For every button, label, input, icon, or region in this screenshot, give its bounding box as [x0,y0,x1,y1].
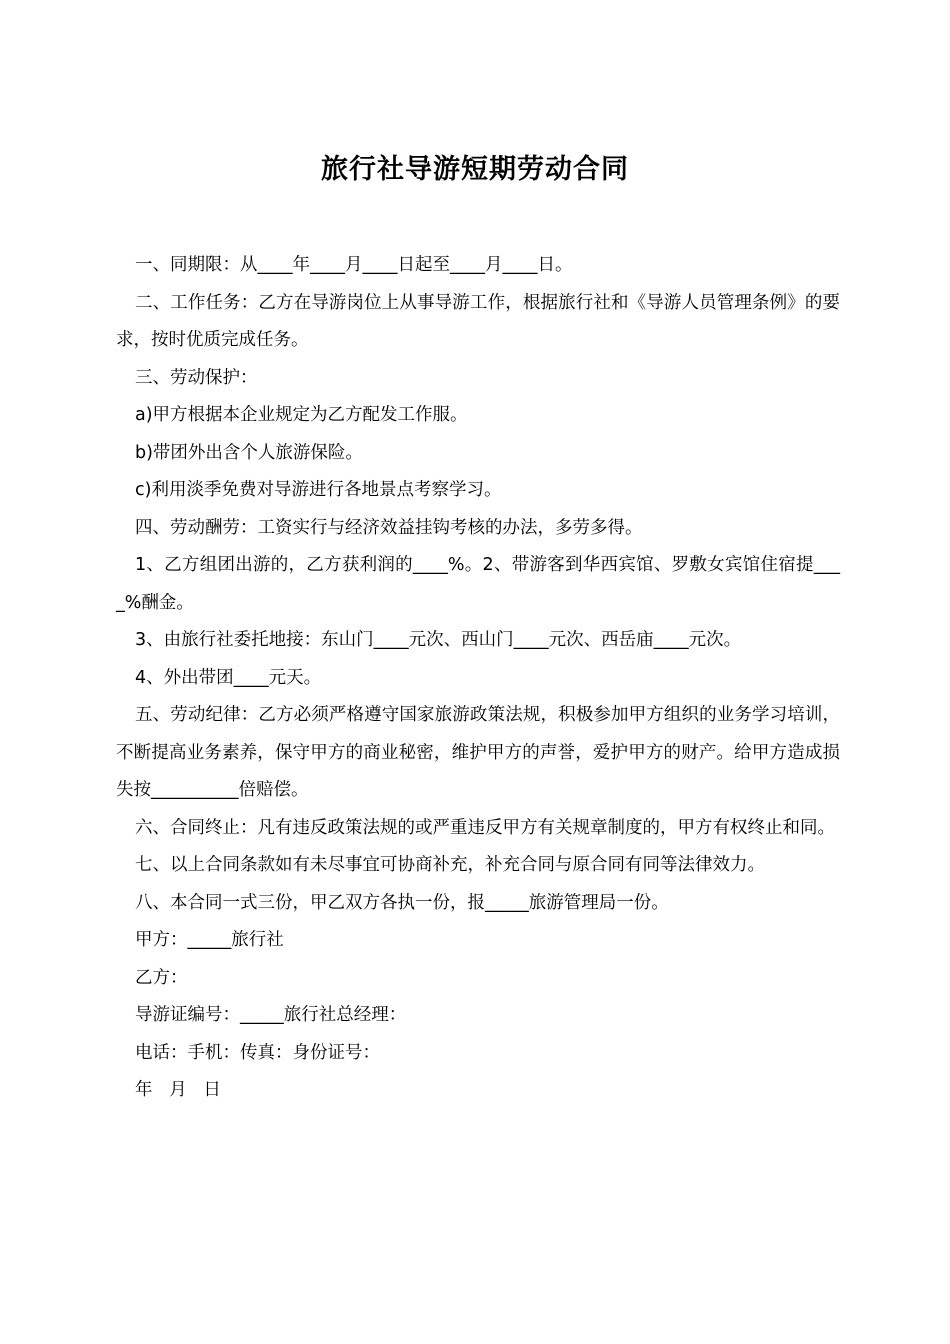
clause-discipline: 五、劳动纪律：乙方必须严格遵守国家旅游政策法规，积极参加甲方组织的业务学习培训，不断提高业务素养，保守甲方的商业秘密，维护甲方的声誉，爱护甲方的财产。给甲方造成损失按__________倍赔偿。 [116,705,840,800]
clause-duties: 二、工作任务：乙方在导游岗位上从事导游工作，根据旅行社和《导游人员管理条例》的要求，按时优质完成任务。 [116,292,840,350]
remuneration-item-1-2: 1、乙方组团出游的，乙方获利润的____%。2、带游客到华西宾馆、罗敷女宾馆住宿提____%酬金。 [116,555,840,613]
document-title: 旅行社导游短期劳动合同 [321,154,629,186]
party-a-line: 甲方：_____旅行社 [135,930,284,950]
remuneration-item-3: 3、由旅行社委托地接：东山门____元次、西山门____元次、西岳庙____元次。 [135,630,742,650]
protection-item-a: a)甲方根据本企业规定为乙方配发工作服。 [135,405,468,425]
protection-item-c: c)利用淡季免费对导游进行各地景点考察学习。 [135,480,502,500]
date-line: 年 月 日 [135,1080,221,1100]
clause-copies: 八、本合同一式三份，甲乙双方各执一份，报_____旅游管理局一份。 [135,892,669,913]
clause-termination: 六、合同终止：凡有违反政策法规的或严重违反甲方有关规章制度的，甲方有权终止和同。 [135,817,835,838]
contact-line: 电话：手机：传真：身份证号： [135,1042,380,1063]
party-b-line: 乙方： [135,967,188,988]
clause-term: 一、同期限：从____年____月____日起至____月____日。 [135,255,573,275]
guide-license-line: 导游证编号：_____旅行社总经理： [135,1005,407,1025]
clause-supplement: 七、以上合同条款如有未尽事宜可协商补充，补充合同与原合同有同等法律效力。 [135,855,765,875]
clause-protection-heading: 三、劳动保护： [135,367,258,388]
protection-item-b: b)带团外出含个人旅游保险。 [135,442,363,463]
contract-body [116,247,840,1110]
clause-remuneration: 四、劳动酬劳：工资实行与经济效益挂钩考核的办法，多劳多得。 [135,517,643,538]
remuneration-item-4: 4、外出带团____元天。 [135,667,322,688]
